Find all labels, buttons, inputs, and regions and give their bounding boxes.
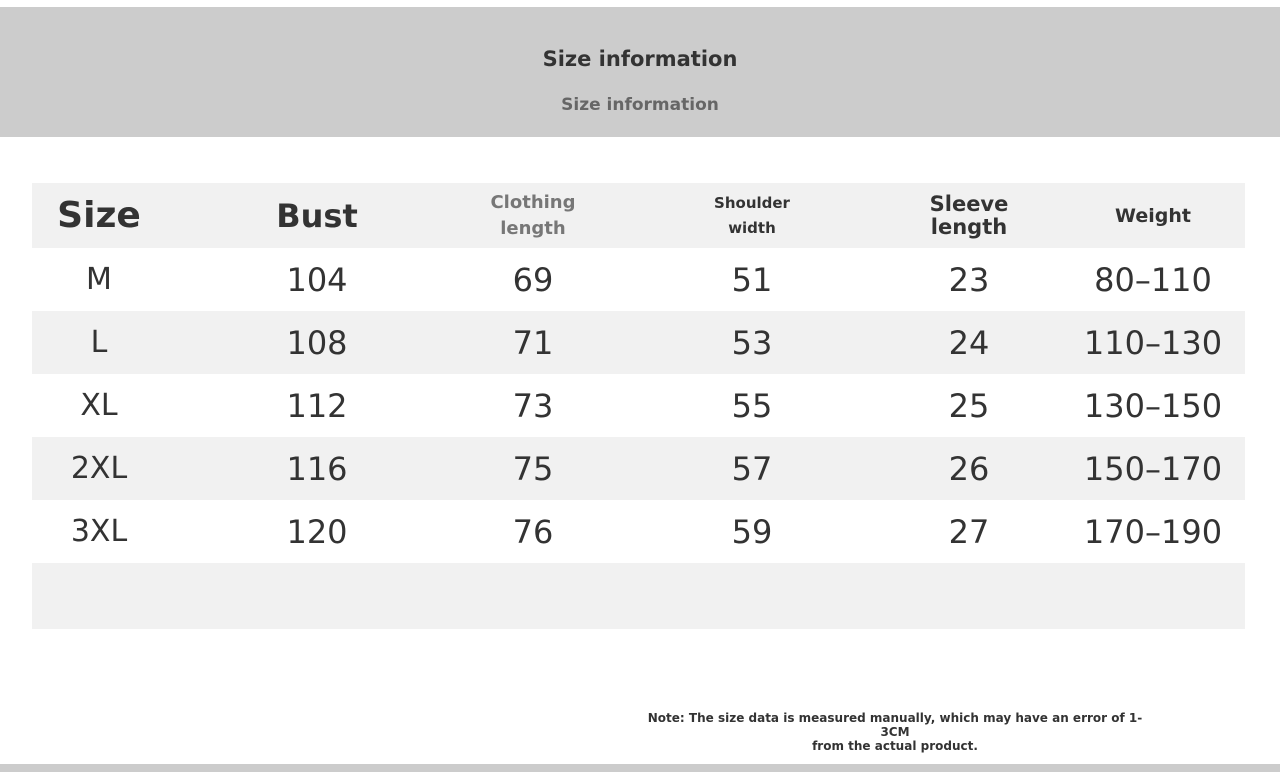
- clothing-length-cell: 75: [512, 449, 554, 488]
- header-banner: [0, 7, 1280, 137]
- column-header-sleeve-line2: length: [930, 214, 1008, 239]
- column-header-sleeve-length: [892, 183, 1046, 248]
- sleeve-length-cell: 25: [948, 386, 990, 425]
- page-title: Size information: [542, 47, 738, 71]
- size-note: [640, 711, 1150, 753]
- table-header-row: [32, 183, 1245, 248]
- column-header-shoulder-line1: Shoulder: [714, 193, 790, 212]
- sleeve-length-cell: 26: [948, 449, 990, 488]
- size-cell: M: [86, 262, 112, 297]
- size-cell: XL: [80, 388, 118, 423]
- shoulder-width-cell: 59: [731, 512, 773, 551]
- table-row: [32, 374, 1245, 437]
- size-cell: 2XL: [70, 451, 128, 486]
- table-row: [32, 437, 1245, 500]
- shoulder-width-cell: 53: [731, 323, 773, 362]
- weight-cell: 170–190: [1083, 512, 1223, 551]
- column-header-bust: Bust: [276, 196, 358, 235]
- size-table: [32, 183, 1245, 629]
- sleeve-length-cell: 23: [948, 260, 990, 299]
- column-header-sleeve-line1: Sleeve: [929, 191, 1009, 216]
- clothing-length-cell: 73: [512, 386, 554, 425]
- column-header-shoulder-line2: width: [728, 218, 776, 237]
- column-header-clothing-length: [452, 183, 614, 248]
- shoulder-width-cell: 51: [731, 260, 773, 299]
- table-row: [32, 500, 1245, 563]
- column-header-weight: Weight: [1115, 204, 1191, 227]
- column-header-shoulder-width: [672, 183, 832, 248]
- table-row-empty: [32, 563, 1245, 629]
- shoulder-width-cell: 57: [731, 449, 773, 488]
- column-header-clothing-line2: length: [500, 217, 566, 239]
- page-subtitle: Size information: [561, 95, 719, 115]
- weight-cell: 110–130: [1083, 323, 1223, 362]
- clothing-length-cell: 71: [512, 323, 554, 362]
- size-cell: L: [90, 325, 108, 360]
- bust-cell: 120: [286, 512, 348, 551]
- bust-cell: 104: [286, 260, 348, 299]
- size-note-line1: Note: The size data is measured manually, which may have an error of 1-3CM: [647, 711, 1143, 739]
- bottom-divider: [0, 764, 1280, 772]
- bust-cell: 112: [286, 386, 348, 425]
- bust-cell: 116: [286, 449, 348, 488]
- table-row: [32, 311, 1245, 374]
- bust-cell: 108: [286, 323, 348, 362]
- column-header-clothing-line1: Clothing: [490, 191, 576, 213]
- sleeve-length-cell: 24: [948, 323, 990, 362]
- shoulder-width-cell: 55: [731, 386, 773, 425]
- weight-cell: 80–110: [1094, 260, 1212, 299]
- weight-cell: 130–150: [1083, 386, 1223, 425]
- sleeve-length-cell: 27: [948, 512, 990, 551]
- size-note-line2: from the actual product.: [812, 739, 978, 753]
- clothing-length-cell: 69: [512, 260, 554, 299]
- table-row: [32, 248, 1245, 311]
- column-header-size: Size: [57, 195, 141, 236]
- size-cell: 3XL: [70, 514, 128, 549]
- clothing-length-cell: 76: [512, 512, 554, 551]
- weight-cell: 150–170: [1083, 449, 1223, 488]
